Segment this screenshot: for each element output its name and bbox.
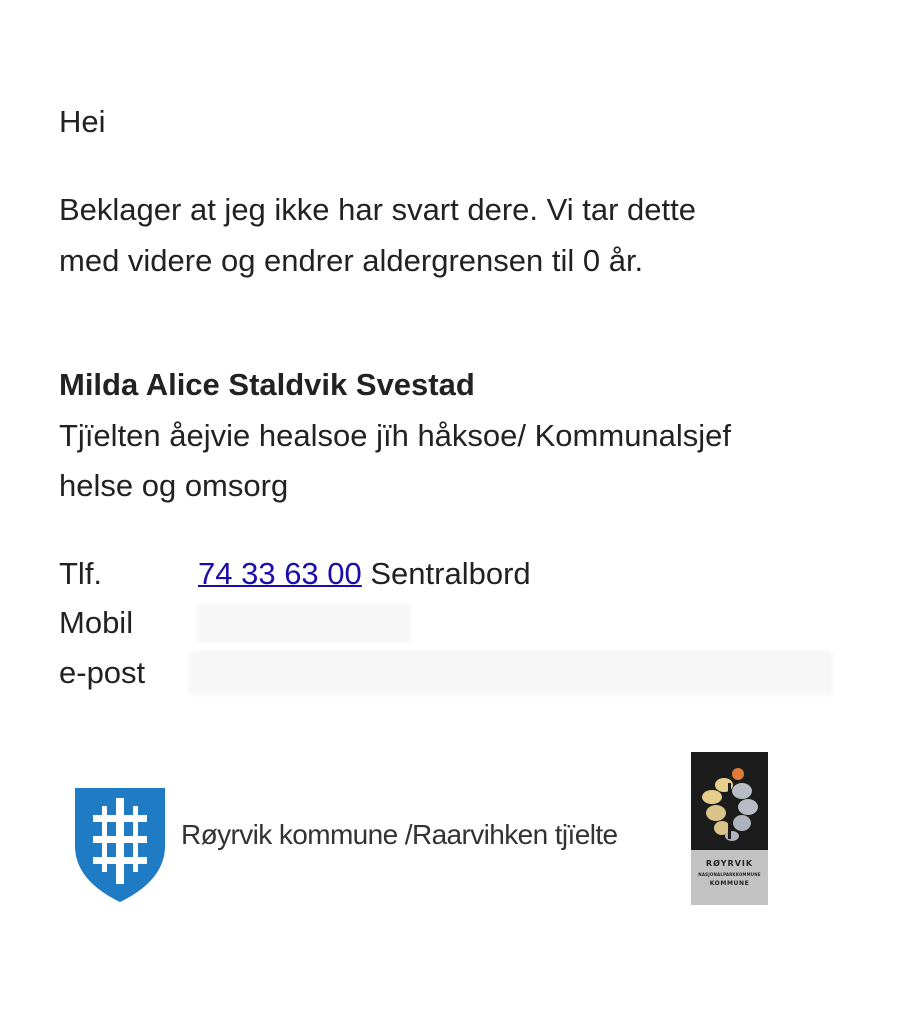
email-redaction [188,650,833,696]
mobile-label: Mobil [59,605,134,640]
municipality-name-text: Røyrvik kommune /Raarvihken tjïelte [181,819,618,850]
national-park-symbol-icon [698,763,761,843]
phone-suffix: Sentralbord [361,556,531,591]
municipality-crest-icon [73,786,167,904]
body-line-2: med videre og endrer aldergrensen til 0 år. [59,243,644,278]
signature-title-line-2: helse og omsorg [59,468,289,503]
badge-text-line-1: RØYRVIK [705,859,754,868]
signature-title-line-1: Tjïelten åejvie healsoe jïh håksoe/ Kommunalsjef [59,418,732,453]
phone-link[interactable]: 74 33 63 00 [198,556,362,591]
body-line-1: Beklager at jeg ikke har svart dere. Vi tar dette [59,192,696,227]
mobile-redaction [196,603,411,643]
badge-text-line-2: NASJONALPARKKOMMUNE [698,872,761,877]
email-label: e-post [59,655,146,690]
badge-text-line-3: KOMMUNE [709,880,750,887]
signature-name: Milda Alice Staldvik Svestad [59,367,475,402]
phone-label: Tlf. [59,556,103,591]
phone-row [198,556,531,592]
greeting-text: Hei [59,104,106,139]
